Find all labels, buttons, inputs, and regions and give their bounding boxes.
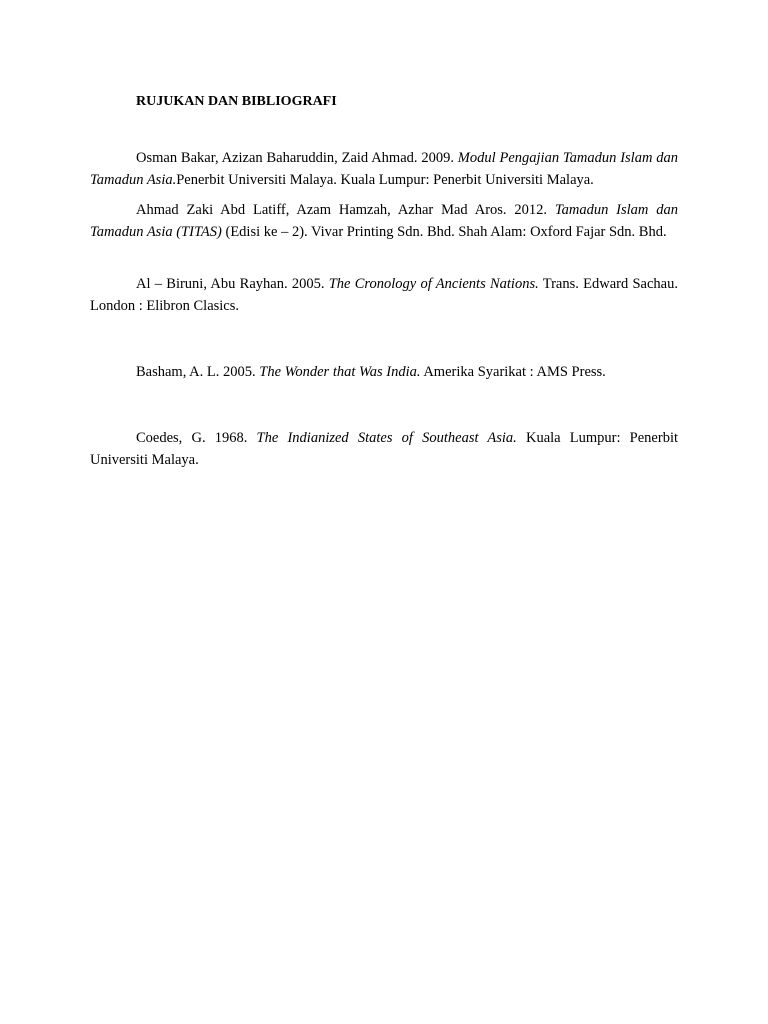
reference-authors-year: Basham, A. L. 2005. [136,364,260,380]
reference-entry [90,147,678,191]
reference-authors-year: Osman Bakar, Azizan Baharuddin, Zaid Ahmad. 2009. [136,150,458,166]
reference-entry [90,427,678,471]
bibliography-heading: RUJUKAN DAN BIBLIOGRAFI [136,94,337,109]
reference-entry [90,199,678,243]
reference-title: The Indianized States of Southeast Asia. [256,430,517,446]
reference-publisher: Trans. Edward Sachau. London : Elibron Clasics. [90,276,678,314]
reference-title: The Cronology of Ancients Nations. [328,276,539,292]
reference-entry [90,361,678,383]
reference-title: Modul Pengajian Tamadun Islam dan Tamadun Asia. [90,150,678,188]
reference-authors-year: Ahmad Zaki Abd Latiff, Azam Hamzah, Azhar Mad Aros. 2012. [136,202,555,218]
reference-title: Tamadun Islam dan Tamadun Asia (TITAS) [90,202,678,240]
reference-publisher: Amerika Syarikat : AMS Press. [420,364,606,380]
reference-publisher: Kuala Lumpur: Penerbit Universiti Malaya. [90,430,679,468]
reference-title: The Wonder that Was India. [259,364,421,380]
reference-authors-year: Coedes, G. 1968. [136,430,257,446]
reference-authors-year: Al – Biruni, Abu Rayhan. 2005. [136,276,329,292]
reference-entry [90,273,678,317]
reference-publisher: (Edisi ke – 2). Vivar Printing Sdn. Bhd. Shah Alam: Oxford Fajar Sdn. Bhd. [221,224,667,240]
reference-publisher: Penerbit Universiti Malaya. Kuala Lumpur: Penerbit Universiti Malaya. [176,172,594,188]
